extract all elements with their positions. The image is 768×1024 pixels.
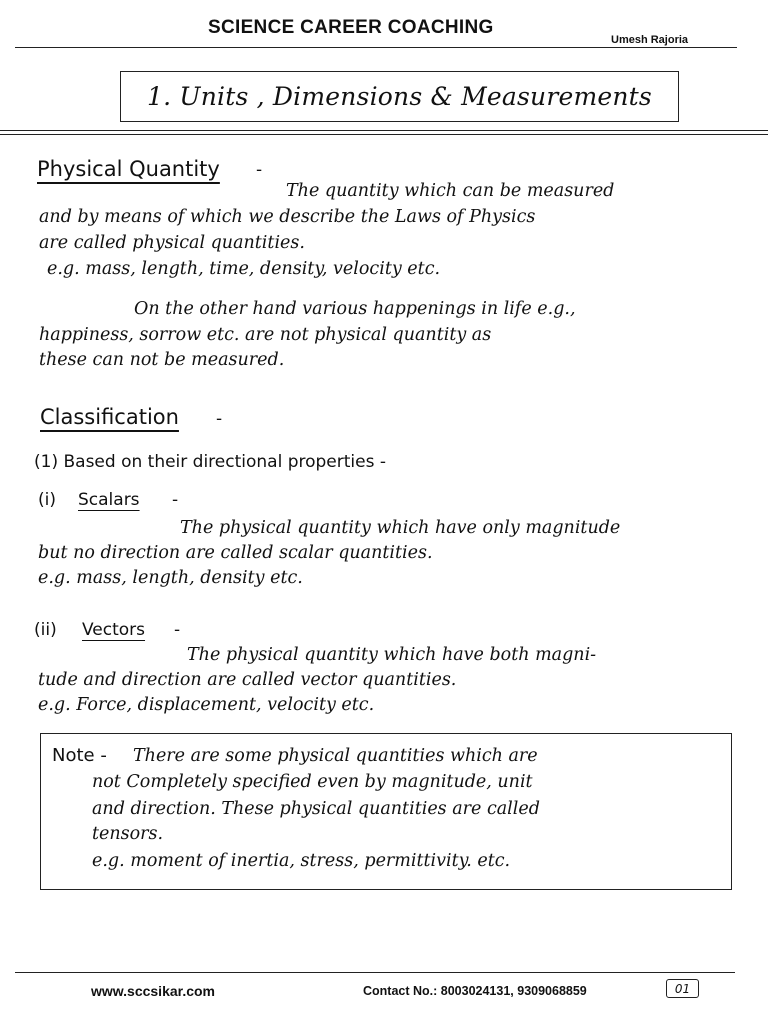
definition-example: e.g. mass, length, time, density, velocity etc.	[47, 259, 441, 279]
footer-rule	[15, 972, 735, 973]
vectors-example: e.g. Force, displacement, velocity etc.	[38, 695, 375, 715]
note-label: Note -	[52, 745, 107, 766]
header-title: SCIENCE CAREER COACHING	[208, 17, 494, 38]
definition-line-1: The quantity which can be measured	[286, 181, 615, 201]
page-number: 01	[666, 979, 699, 998]
vectors-label: Vectors	[82, 620, 146, 640]
chapter-title-box	[120, 71, 679, 122]
vectors-line-1: The physical quantity which have both magni-	[187, 645, 597, 665]
note-line-2: not Completely specified even by magnitude, unit	[92, 772, 533, 792]
vectors-prefix: (ii)	[34, 620, 57, 640]
definition-line-3: are called physical quantities.	[39, 233, 305, 253]
definition-line-2: and by means of which we describe the Laws of Physics	[39, 207, 536, 227]
footer-website: www.sccsikar.com	[91, 983, 215, 999]
footer-contact: Contact No.: 8003024131, 9309068859	[363, 984, 587, 998]
scalars-label: Scalars	[78, 490, 140, 510]
note-line-1: There are some physical quantities which are	[133, 746, 538, 766]
physical-quantity-dash: -	[256, 160, 263, 180]
vectors-dash: -	[174, 620, 181, 640]
scalars-dash: -	[172, 490, 179, 510]
scalars-example: e.g. mass, length, density etc.	[38, 568, 303, 588]
chapter-rule-bottom	[0, 134, 768, 135]
scalars-line-1: The physical quantity which have only magnitude	[180, 518, 621, 538]
physical-quantity-heading: Physical Quantity	[37, 157, 220, 181]
non-physical-line-2: happiness, sorrow etc. are not physical quantity as	[39, 325, 492, 345]
classification-heading: Classification	[40, 405, 179, 429]
scalars-line-2: but no direction are called scalar quantities.	[38, 543, 433, 563]
note-line-3: and direction. These physical quantities are called	[92, 799, 540, 819]
header-author: Umesh Rajoria	[611, 34, 689, 46]
note-line-4: tensors.	[92, 824, 164, 844]
note-example: e.g. moment of inertia, stress, permittivity. etc.	[92, 851, 511, 871]
header-rule	[15, 47, 737, 48]
vectors-line-2: tude and direction are called vector quantities.	[38, 670, 457, 690]
scalars-prefix: (i)	[38, 490, 56, 510]
chapter-title: 1. Units , Dimensions & Measurements	[147, 82, 652, 111]
classification-dash: -	[216, 409, 223, 429]
classification-basis: (1) Based on their directional properties -	[34, 452, 387, 472]
chapter-rule-top	[0, 130, 768, 131]
non-physical-line-1: On the other hand various happenings in life e.g.,	[134, 299, 576, 319]
non-physical-line-3: these can not be measured.	[39, 350, 285, 370]
